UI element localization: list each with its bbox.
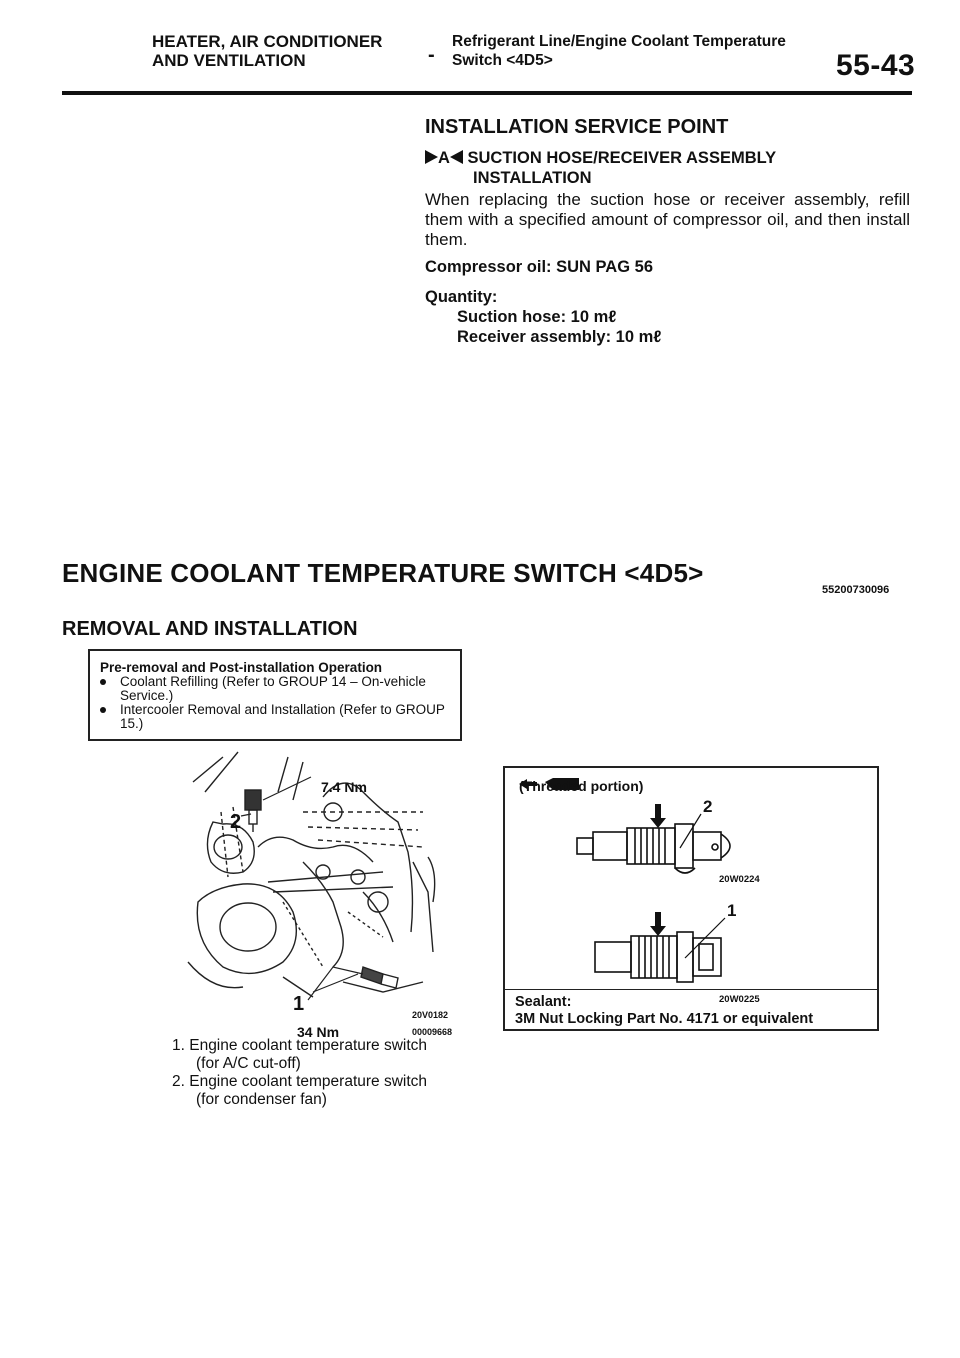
section-title-line1: HEATER, AIR CONDITIONER [152, 32, 383, 51]
page-number: 55-43 [836, 49, 916, 82]
legend-item-1-detail: (for A/C cut-off) [196, 1055, 301, 1072]
sealant-block [515, 994, 813, 1028]
isp-subtitle-line1: SUCTION HOSE/RECEIVER ASSEMBLY [467, 149, 777, 167]
marker-arrow-left-icon [450, 150, 463, 164]
switch-callout-1: 1 [727, 901, 737, 920]
legend-item-2-detail: (for condenser fan) [196, 1091, 327, 1108]
sealant-spec: 3M Nut Locking Part No. 4171 or equivalent [515, 1011, 814, 1027]
isp-body-text: When replacing the suction hose or receiver assembly, refill them with a specified amount of compressor oil, and then install them. [425, 190, 910, 249]
section-title-line2: AND VENTILATION [152, 51, 306, 70]
topic-title-line1: Refrigerant Line/Engine Coolant Temperature [452, 33, 786, 50]
section-title [152, 32, 382, 70]
callout-1-label: 1 [293, 993, 305, 1015]
switch-code-bottom: 20W0225 [719, 994, 760, 1005]
figure-legend [172, 1037, 427, 1109]
pre-removal-title: Pre-removal and Post-installation Operation [100, 660, 383, 675]
legend-item-1: 1. Engine coolant temperature switch [172, 1037, 428, 1054]
switch-detail-box [503, 766, 879, 1031]
marker-letter: A [438, 149, 450, 167]
threaded-portion-label: (Threaded portion) [519, 778, 644, 794]
isp-title: INSTALLATION SERVICE POINT [425, 116, 729, 138]
switch-code-top: 20W0224 [719, 874, 760, 885]
compressor-oil-spec: Compressor oil: SUN PAG 56 [425, 258, 653, 276]
engine-fig-code: 20V0182 [412, 1010, 449, 1020]
isp-subtitle [425, 148, 776, 188]
torque-top-label: 7.4 Nm [321, 779, 367, 795]
isp-subtitle-line2: INSTALLATION [473, 169, 592, 187]
pre-removal-item [100, 703, 454, 731]
engine-fig-code2: 00009668 [412, 1027, 453, 1037]
pre-removal-box [88, 649, 462, 741]
ects-section-code: 55200730096 [822, 584, 890, 596]
removal-installation-title: REMOVAL AND INSTALLATION [62, 618, 358, 640]
arrow-down-icon [650, 804, 666, 828]
quantity-block [425, 287, 661, 347]
header-rule [62, 91, 912, 95]
legend-item-2: 2. Engine coolant temperature switch [172, 1073, 428, 1090]
quantity-label: Quantity: [425, 288, 498, 306]
bullet-icon [100, 707, 106, 713]
pre-removal-item-text: Coolant Refilling (Refer to GROUP 14 – On-vehicle Service.) [120, 674, 426, 703]
header-dash: - [428, 44, 435, 66]
ects-section-title: ENGINE COOLANT TEMPERATURE SWITCH <4D5> [62, 558, 704, 588]
marker-arrow-right-icon [425, 150, 438, 164]
suction-hose-qty: Suction hose: 10 mℓ [457, 308, 617, 326]
bullet-icon [100, 679, 106, 685]
topic-title-line2: Switch <4D5> [452, 52, 553, 69]
box-divider [505, 989, 877, 990]
receiver-assembly-qty: Receiver assembly: 10 mℓ [457, 328, 662, 346]
torque-bottom-label: 34 Nm [297, 1024, 340, 1040]
sealant-label: Sealant: [515, 994, 572, 1010]
switch-callout-2: 2 [703, 797, 713, 816]
callout-2-label: 2 [230, 811, 242, 833]
switch-2-drawing [577, 814, 730, 873]
pre-removal-item-text: Intercooler Removal and Installation (Refer to GROUP 15.) [120, 702, 445, 731]
pre-removal-item [100, 675, 454, 703]
arrow-down-icon [650, 912, 666, 936]
topic-title [452, 32, 786, 70]
